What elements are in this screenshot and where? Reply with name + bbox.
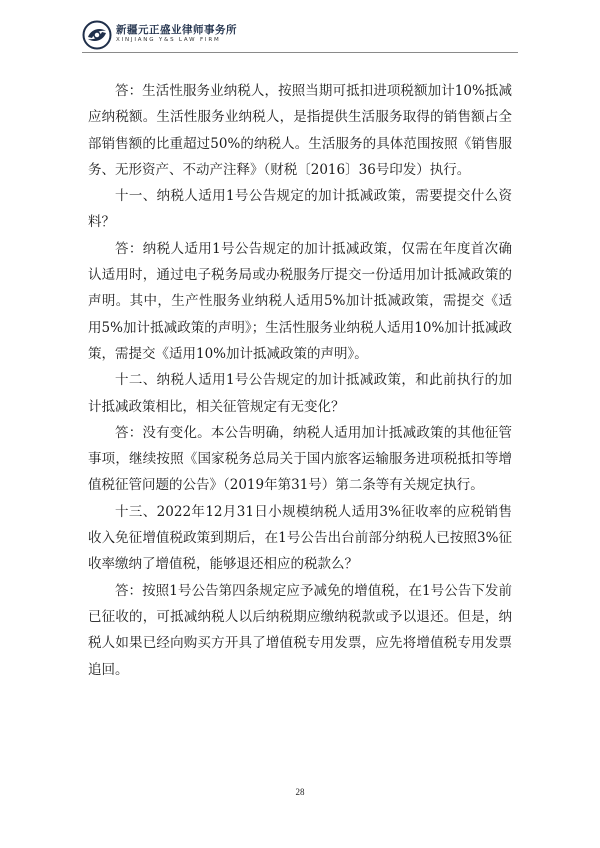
document-body [88,78,512,683]
question-paragraph: 十一、纳税人适用1号公告规定的加计抵减政策，需要提交什么资料？ [88,188,512,231]
answer-paragraph: 答：按照1号公告第四条规定应予减免的增值税，在1号公告下发前已征收的，可抵减纳税人以后纳税期应缴纳税款或予以退还。但是，纳税人如果已经向购买方开具了增值税专用发票，应先将增值税专用发票追回。 [88,582,512,678]
page-number: 28 [295,787,305,797]
firm-name-en: XINJIANG Y&S LAW FIRM [116,37,221,43]
answer-paragraph: 答：生活性服务业纳税人，按照当期可抵扣进项税额加计10%抵减应纳税额。生活性服务业纳税人，是指提供生活服务取得的销售额占全部销售额的比重超过50%的纳税人。生活服务的具体范围按照《销售服务、无形资产、不动产注释》（财税〔2016〕36号印发）执行。 [88,83,512,178]
answer-paragraph: 答：纳税人适用1号公告规定的加计抵减政策，仅需在年度首次确认适用时，通过电子税务局或办税服务厅提交一份适用加计抵减政策的声明。其中，生产性服务业纳税人适用5%加计抵减政策，需提交《适用5%加计抵减政策的声明》；生活性服务业纳税人适用10%加计抵减政策，需提交《适用10%加计抵减政策的声明》。 [88,240,512,362]
law-firm-logo-icon [82,20,112,50]
question-paragraph: 十二、纳税人适用1号公告规定的加计抵减政策，和此前执行的加计抵减政策相比，相关征管规定有无变化？ [88,372,512,415]
page-header [82,18,522,52]
header-divider [82,52,518,53]
firm-name-cn: 新疆元正盛业律师事务所 [116,24,237,36]
answer-paragraph: 答：没有变化。本公告明确，纳税人适用加计抵减政策的其他征管事项，继续按照《国家税务总局关于国内旅客运输服务进项税抵扣等增值税征管问题的公告》（2019年第31号）第二条等有关规定执行。 [88,424,512,494]
question-paragraph: 十三、2022年12月31日小规模纳税人适用3%征收率的应税销售收入免征增值税政策到期后，在1号公告出台前部分纳税人已按照3%征收率缴纳了增值税，能够退还相应的税款么？ [88,503,512,573]
